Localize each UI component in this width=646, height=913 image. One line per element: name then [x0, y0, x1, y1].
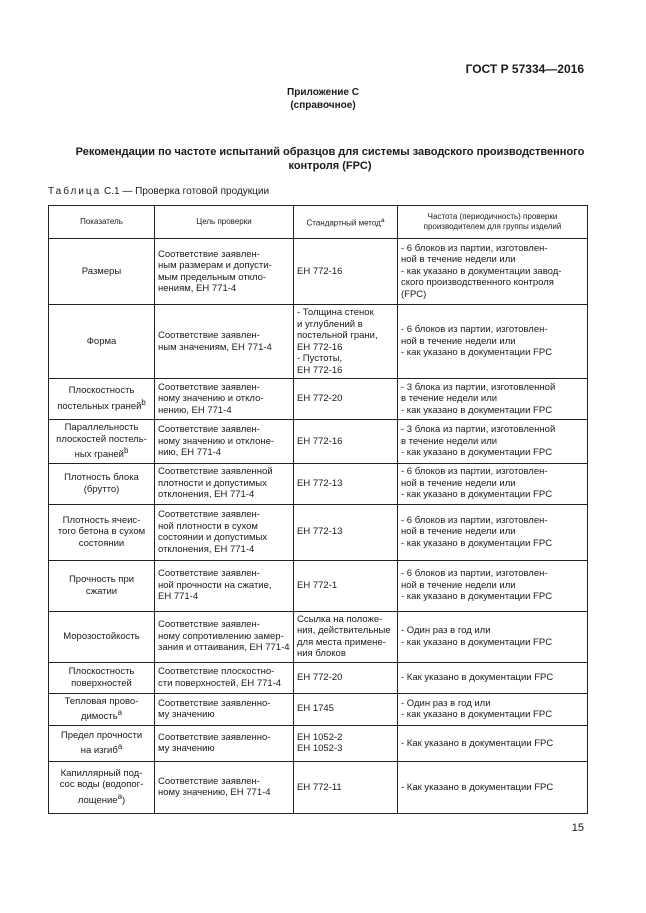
cell-line: Капиллярный под-: [60, 767, 143, 779]
table-cell: [398, 560, 588, 611]
cell-line: ЕН 772-16: [297, 364, 343, 376]
table-cell: [155, 725, 294, 761]
cell-text: лощение: [77, 795, 118, 807]
cell-text: ): [122, 795, 126, 807]
cell-line: Предел прочности: [60, 729, 143, 741]
cell-line: Соответствие заявлен-: [158, 381, 260, 393]
table-cell: [398, 463, 588, 504]
table-cell: [155, 693, 294, 725]
cell-line: [52, 445, 151, 461]
cell-line: ния блоков: [297, 648, 346, 660]
cell-line: отклонения, ЕН 771-4: [158, 489, 255, 501]
cell-line: [52, 397, 151, 413]
cell-line: ному значению, ЕН 771-4: [158, 787, 271, 799]
table-row: [49, 560, 588, 611]
cell-line: Плоскостность: [68, 666, 135, 678]
table-caption-text: С.1 — Проверка готовой продукции: [101, 186, 270, 197]
cell-line: постельной грани,: [297, 330, 378, 341]
table-cell: [398, 761, 588, 813]
cell-line: плоскостей постель-: [56, 433, 147, 445]
cell-line: Соответствие заявлен-: [158, 568, 260, 580]
table-cell: [155, 662, 294, 693]
cell-line: - как указано в документации FPC: [401, 709, 553, 721]
footnote-mark: a: [117, 708, 123, 718]
cell-line: Соответствие плоскостно-: [158, 666, 275, 678]
cell-line: - Один раз в год или: [401, 625, 491, 637]
column-header-text: Стандартный метод: [306, 218, 381, 228]
cell-line: ского производственного контроля: [401, 277, 554, 289]
cell-line: ния, действительные: [297, 625, 391, 637]
cell-line: ной прочности на сжатие,: [158, 579, 272, 591]
cell-line: ЕН 1052-2: [297, 731, 343, 743]
appendix-title: Приложение С: [287, 87, 359, 98]
cell-line: му значению: [158, 709, 215, 721]
table-cell: [49, 662, 155, 693]
cell-line: ЕН 1745: [297, 703, 334, 715]
cell-line: Соответствие заявлен-: [158, 248, 260, 260]
cell-line: - как указано в документации FPC: [401, 537, 553, 549]
cell-line: - 3 блока из партии, изготовленной: [401, 424, 556, 436]
cell-line: Тепловая прово-: [64, 695, 139, 707]
cell-line: [52, 791, 151, 807]
cell-line: Соответствие заявлен-: [158, 424, 260, 436]
column-header: Цель проверки: [155, 206, 294, 239]
cell-line: ЕН 772-11: [297, 781, 342, 793]
cell-line: - Как указано в документации FPC: [401, 737, 554, 749]
cell-line: отклонения, ЕН 771-4: [158, 543, 255, 555]
cell-line: - как указано в документации FPC: [401, 591, 553, 603]
cell-line: ной в течение недели или: [401, 335, 516, 347]
cell-line: - как указано в документации FPC: [401, 404, 553, 416]
table-row: [49, 420, 588, 464]
table-cell: [398, 379, 588, 420]
document-title-line: Рекомендации по частоте испытаний образцов для системы заводского производственного: [75, 146, 585, 158]
footnote-mark: a: [117, 791, 122, 801]
table-header-row: [49, 206, 588, 239]
cell-line: [52, 707, 151, 723]
cell-line: ной в течение недели или: [401, 579, 516, 591]
table-cell: [398, 239, 588, 305]
table-row: [49, 725, 588, 761]
column-header: Частота (периодичность) проверки производителем для группы изделий: [398, 206, 588, 239]
table-row: [49, 463, 588, 504]
appendix-subtitle: (справочное): [290, 100, 356, 111]
cell-line: Ссылка на положе-: [297, 613, 383, 625]
cell-line: ному значению и откло-: [158, 393, 264, 405]
cell-line: ЕН 772-13: [297, 477, 343, 489]
cell-line: Соответствие заявлен-: [158, 330, 260, 341]
cell-line: поверхностей: [71, 677, 132, 689]
cell-line: состоянии и допустимых: [158, 532, 268, 544]
table-cell: [49, 463, 155, 504]
cell-line: ЕН 1052-3: [297, 743, 343, 755]
table-cell: [398, 611, 588, 662]
table-row: [49, 693, 588, 725]
table-cell: [155, 504, 294, 560]
cell-line: зания и оттаивания, ЕН 771-4: [158, 642, 290, 654]
page-number: 15: [571, 822, 584, 834]
table-cell: [49, 611, 155, 662]
cell-line: Размеры: [81, 265, 122, 277]
cell-line: состоянии: [78, 537, 125, 549]
table-row: [49, 379, 588, 420]
cell-line: ному сопротивлению замер-: [158, 630, 284, 642]
table-cell: [398, 420, 588, 464]
cell-line: Плотность блока: [64, 472, 139, 484]
table-cell: [398, 725, 588, 761]
cell-line: нению, ЕН 771-4: [158, 404, 232, 416]
document-title: [50, 145, 610, 173]
cell-line: ной в течение недели или: [401, 526, 516, 538]
cell-line: (брутто): [83, 483, 120, 495]
table-cell: [294, 305, 398, 379]
table-cell: [155, 611, 294, 662]
footnote-mark: b: [141, 397, 146, 407]
cell-line: Соответствие заявленно-: [158, 697, 271, 709]
standard-number: ГОСТ Р 57334—2016: [465, 62, 584, 76]
cell-line: сос воды (водопог-: [59, 779, 144, 791]
table-cell: [294, 560, 398, 611]
cell-line: му значению: [158, 743, 215, 755]
cell-line: Соответствие заявлен-: [158, 775, 260, 787]
table-cell: [49, 420, 155, 464]
table-cell: [155, 305, 294, 379]
cell-line: ному значению и отклоне-: [158, 435, 275, 447]
table-cell: [49, 239, 155, 305]
table-cell: [49, 761, 155, 813]
table-cell: [398, 504, 588, 560]
table-cell: [294, 379, 398, 420]
table-cell: [398, 662, 588, 693]
cell-line: Параллельность: [64, 422, 139, 433]
cell-line: ЕН 771-4: [158, 591, 199, 603]
cell-line: в течение недели или: [401, 393, 498, 405]
cell-line: нениям, ЕН 771-4: [158, 283, 237, 294]
table-row: [49, 305, 588, 379]
cell-line: ной плотности в сухом: [158, 520, 258, 532]
table-caption: [48, 186, 269, 197]
cell-line: - как указано в документации FPC: [401, 636, 553, 648]
table-cell: [294, 463, 398, 504]
cell-line: ЕН 772-20: [297, 393, 343, 405]
table-cell: [398, 693, 588, 725]
cell-line: ЕН 772-13: [297, 526, 343, 538]
cell-line: Соответствие заявлен-: [158, 509, 260, 521]
table-cell: [155, 761, 294, 813]
document-title-line: контроля (FPC): [288, 160, 372, 172]
table-row: [49, 239, 588, 305]
cell-text: на изгиб: [80, 745, 118, 757]
table-cell: [294, 611, 398, 662]
cell-line: ЕН 772-16: [297, 265, 343, 277]
cell-line: ЕН 772-20: [297, 671, 343, 683]
cell-line: сжатии: [85, 585, 118, 597]
cell-line: - Как указано в документации FPC: [401, 781, 554, 793]
table-row: [49, 504, 588, 560]
cell-line: ным размерам и допусти-: [158, 260, 272, 271]
table-cell: [49, 504, 155, 560]
cell-line: - как указано в документации FPC: [401, 489, 553, 501]
cell-line: - как указано в документации завод-: [401, 265, 562, 277]
cell-line: - 6 блоков из партии, изготовлен-: [401, 514, 548, 526]
table-cell: [294, 725, 398, 761]
table-caption-prefix: Таблица: [48, 186, 102, 197]
table-cell: [49, 725, 155, 761]
cell-line: Соответствие заявленной: [158, 466, 273, 478]
cell-line: (FPC): [401, 288, 427, 300]
table-cell: [294, 662, 398, 693]
cell-line: - 3 блока из партии, изготовленной: [401, 381, 556, 393]
column-header: Показатель: [49, 206, 155, 239]
cell-text: ных граней: [74, 449, 124, 461]
table-cell: [294, 239, 398, 305]
table-cell: [155, 379, 294, 420]
appendix-heading: [0, 86, 646, 112]
table-cell: [155, 463, 294, 504]
cell-line: Соответствие заявлен-: [158, 619, 260, 631]
table-cell: [294, 693, 398, 725]
cell-line: для места примене-: [297, 636, 386, 648]
cell-text: постельных граней: [57, 401, 142, 413]
cell-line: сти поверхностей, ЕН 771-4: [158, 677, 282, 689]
cell-line: и углублений в: [297, 318, 363, 330]
cell-line: ЕН 772-16: [297, 435, 343, 447]
footnote-mark: a: [117, 742, 123, 752]
table-cell: [294, 761, 398, 813]
cell-line: - 6 блоков из партии, изготовлен-: [401, 466, 548, 478]
cell-line: плотности и допустимых: [158, 477, 267, 489]
column-header: [294, 206, 398, 239]
cell-line: Морозостойкость: [63, 630, 140, 642]
inspection-table: [48, 205, 588, 814]
cell-line: - как указано в документации FPC: [401, 447, 553, 459]
cell-line: нию, ЕН 771-4: [158, 447, 222, 459]
table-row: [49, 611, 588, 662]
table-cell: [155, 239, 294, 305]
cell-line: - 6 блоков из партии, изготовлен-: [401, 568, 548, 580]
cell-line: - как указано в документации FPC: [401, 347, 553, 359]
table-cell: [155, 560, 294, 611]
cell-line: Форма: [86, 335, 117, 347]
cell-line: - Как указано в документации FPC: [401, 671, 554, 683]
cell-line: Плотность ячеис-: [62, 514, 141, 526]
footnote-mark: b: [123, 446, 129, 455]
cell-line: ЕН 772-16: [297, 341, 343, 353]
table-cell: [294, 420, 398, 464]
cell-text: димость: [80, 711, 118, 723]
cell-line: - 6 блоков из партии, изготовлен-: [401, 242, 548, 254]
table-cell: [49, 693, 155, 725]
table-cell: [294, 504, 398, 560]
cell-line: Прочность при: [68, 574, 135, 586]
cell-line: ной в течение недели или: [401, 477, 516, 489]
cell-line: - Пустоты,: [297, 353, 343, 364]
cell-line: - 6 блоков из партии, изготовлен-: [401, 324, 548, 336]
cell-line: - Толщина стенок: [297, 307, 374, 318]
cell-line: ЕН 772-1: [297, 579, 338, 591]
table-cell: [49, 305, 155, 379]
cell-line: Соответствие заявленно-: [158, 731, 271, 743]
table-cell: [49, 560, 155, 611]
cell-line: [52, 741, 151, 757]
table-row: [49, 761, 588, 813]
table-cell: [49, 379, 155, 420]
cell-line: ным значениям, ЕН 771-4: [158, 341, 272, 353]
cell-line: ной в течение недели или: [401, 254, 516, 266]
table-row: [49, 662, 588, 693]
table-cell: [155, 420, 294, 464]
footnote-mark: a: [380, 216, 385, 224]
cell-line: - Один раз в год или: [401, 697, 491, 709]
cell-line: того бетона в сухом: [57, 526, 146, 538]
table-cell: [398, 305, 588, 379]
cell-line: Плоскостность: [68, 385, 135, 397]
cell-line: в течение недели или: [401, 435, 498, 447]
cell-line: мым предельным откло-: [158, 271, 267, 283]
